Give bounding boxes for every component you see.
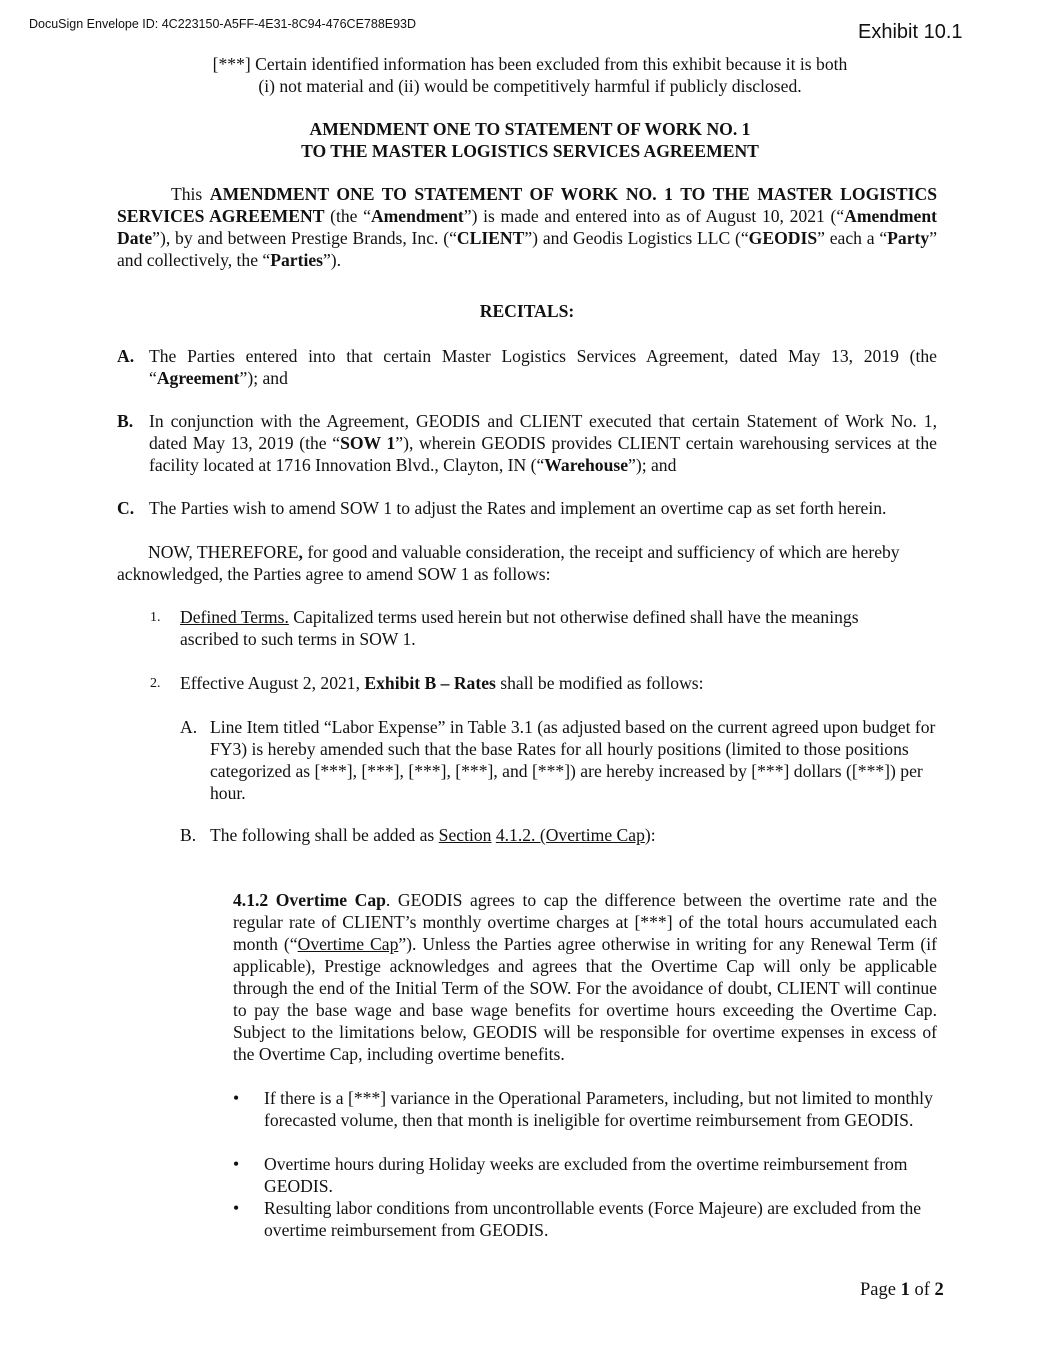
item-text bbox=[180, 606, 920, 650]
recital-text: The Parties wish to amend SOW 1 to adjust the Rates and implement an overtime cap as set forth herein. bbox=[149, 498, 887, 518]
current-page: 1 bbox=[900, 1280, 910, 1300]
recital-text bbox=[149, 345, 937, 389]
recital-c bbox=[117, 497, 937, 519]
envelope-id: DocuSign Envelope ID: 4C223150-A5FF-4E31-8C94-476CE788E93D bbox=[29, 17, 417, 31]
bullet-icon: • bbox=[233, 1154, 240, 1174]
item-1-text: Capitalized terms used herein but not otherwise defined shall have the meanings ascribed to such terms in SOW 1. bbox=[180, 607, 859, 649]
now-therefore-paragraph bbox=[117, 541, 947, 585]
recital-a-text: ”); and bbox=[239, 368, 288, 388]
defined-term: Overtime Cap bbox=[297, 934, 399, 954]
defined-term: Warehouse bbox=[544, 455, 629, 475]
notice-line-1: [***] Certain identified information has been excluded from this exhibit because it is both bbox=[212, 54, 848, 74]
section-number: 4.1.2. (Overtime Cap bbox=[495, 825, 645, 845]
item-2-text: Effective August 2, 2021, bbox=[180, 673, 365, 693]
amendment-title: AMENDMENT ONE TO STATEMENT OF WORK NO. 1 TO THE MASTER LOGISTICS SERVICES AGREEMENT bbox=[117, 184, 937, 226]
overtime-cap-section bbox=[233, 889, 937, 1065]
total-pages: 2 bbox=[934, 1280, 944, 1300]
recital-a bbox=[117, 345, 937, 389]
sub-item-text bbox=[210, 824, 940, 846]
item-2b-text: ): bbox=[644, 825, 656, 845]
intro-text: ”) and Geodis Logistics LLC (“ bbox=[524, 228, 749, 248]
recital-a-text: The Parties entered into that certain Master Logistics Services Agreement, dated May 13, 2019 (the “ bbox=[149, 346, 937, 388]
item-number: 2. bbox=[150, 676, 161, 691]
intro-text: ”), by and between Prestige Brands, Inc. (“ bbox=[152, 228, 457, 248]
page-number bbox=[860, 1280, 944, 1301]
intro-text: (the “ bbox=[324, 206, 371, 226]
intro-text: This bbox=[171, 184, 210, 204]
bullet-icon: • bbox=[233, 1198, 240, 1218]
defined-term: GEODIS bbox=[748, 228, 818, 248]
sub-item-label: A. bbox=[180, 717, 198, 737]
intro-text: ”) is made and entered into as of August 10, 2021 (“ bbox=[463, 206, 845, 226]
recital-text bbox=[149, 410, 937, 476]
bullet-item bbox=[233, 1087, 937, 1131]
defined-term: Party bbox=[887, 228, 930, 248]
overtime-cap-text: . GEODIS agrees to cap the difference between the overtime rate and the regular rate of CLIENT’s monthly overtime charges at [***] of the total hours accumulated each month (“ bbox=[233, 890, 937, 954]
of-word: of bbox=[909, 1280, 935, 1300]
overtime-cap-text: ”). Unless the Parties agree otherwise in writing for any Renewal Term (if applicable), Prestige acknowledges and agrees that the Overtime Cap will only be applicable through the end of the Initial Term of the SOW. For the avoidance of doubt, CLIENT will continue to pay the base wage and base wage benefits for overtime hours exceeding the Overtime Cap. Subject to the limitations below, GEODIS will be responsible for overtime expenses in excess of the Overtime Cap, including overtime benefits. bbox=[233, 934, 937, 1064]
exhibit-reference: Exhibit B – Rates bbox=[364, 673, 496, 693]
recital-label: B. bbox=[117, 411, 134, 431]
bullet-item bbox=[233, 1197, 937, 1241]
item-number: 1. bbox=[150, 610, 161, 625]
redaction-notice bbox=[150, 53, 910, 97]
item-2a bbox=[180, 716, 940, 804]
item-2 bbox=[150, 672, 920, 694]
recital-b-text: In conjunction with the Agreement, GEODIS and CLIENT executed that certain Statement of Work No. 1, dated May 13, 2019 (the “ bbox=[149, 411, 937, 453]
defined-term: Amendment bbox=[370, 206, 464, 226]
title-line-1: AMENDMENT ONE TO STATEMENT OF WORK NO. 1 bbox=[309, 119, 751, 139]
now-therefore-text: NOW, THEREFORE bbox=[148, 542, 299, 562]
item-2-text: shall be modified as follows: bbox=[495, 673, 704, 693]
recital-label: A. bbox=[117, 346, 135, 366]
exhibit-label: Exhibit 10.1 bbox=[858, 21, 963, 43]
notice-line-2: (i) not material and (ii) would be competitively harmful if publicly disclosed. bbox=[258, 76, 802, 96]
intro-text: ” each a “ bbox=[817, 228, 888, 248]
defined-term: SOW 1 bbox=[340, 433, 396, 453]
defined-term: Parties bbox=[270, 250, 323, 270]
item-1 bbox=[150, 606, 920, 650]
item-2b-text: The following shall be added as bbox=[210, 825, 439, 845]
bullet-text: Overtime hours during Holiday weeks are excluded from the overtime reimbursement from GEODIS. bbox=[264, 1154, 908, 1196]
intro-text: ” and collectively, the “ bbox=[117, 228, 937, 270]
overtime-cap-heading: 4.1.2 Overtime Cap bbox=[233, 890, 386, 910]
item-heading: Defined Terms. bbox=[180, 607, 289, 627]
recitals-heading: RECITALS: bbox=[479, 301, 575, 321]
bullet-text: If there is a [***] variance in the Operational Parameters, including, but not limited to monthly forecasted volume, then that month is ineligible for overtime reimbursement from GEODIS. bbox=[264, 1088, 933, 1130]
page-word: Page bbox=[860, 1280, 901, 1300]
item-text bbox=[180, 672, 920, 694]
section-reference: Section bbox=[438, 825, 492, 845]
title-line-2: TO THE MASTER LOGISTICS SERVICES AGREEMENT bbox=[301, 141, 759, 161]
defined-term: Agreement bbox=[156, 368, 240, 388]
recital-b-text: ”); and bbox=[628, 455, 677, 475]
recital-b bbox=[117, 410, 937, 476]
now-therefore-text: for good and valuable consideration, the receipt and sufficiency of which are hereby acknowledged, the Parties agree to amend SOW 1 as follows: bbox=[117, 542, 900, 584]
defined-term: CLIENT bbox=[456, 228, 525, 248]
recital-b-text: ”), wherein GEODIS provides CLIENT certain warehousing services at the facility located at 1716 Innovation Blvd., Clayton, IN (“ bbox=[149, 433, 937, 475]
now-therefore-comma: , bbox=[298, 542, 303, 562]
recital-label: C. bbox=[117, 498, 135, 518]
bullet-item bbox=[233, 1153, 937, 1197]
bullet-icon: • bbox=[233, 1088, 240, 1108]
defined-term: Amendment Date bbox=[117, 206, 937, 248]
document-title bbox=[150, 118, 910, 162]
bullet-text: Resulting labor conditions from uncontrollable events (Force Majeure) are excluded from the overtime reimbursement from GEODIS. bbox=[264, 1198, 922, 1240]
item-2b bbox=[180, 824, 940, 846]
sub-item-text: Line Item titled “Labor Expense” in Table 3.1 (as adjusted based on the current agreed upon budget for FY3) is hereby amended such that the base Rates for all hourly positions (limited to those positions categorized as [***], [***], [***], [***], and [***]) are hereby increased by [***] dollars ([***]) per hour. bbox=[210, 717, 936, 803]
intro-paragraph bbox=[117, 183, 937, 271]
sub-item-label: B. bbox=[180, 825, 197, 845]
intro-text: ”). bbox=[323, 250, 342, 270]
